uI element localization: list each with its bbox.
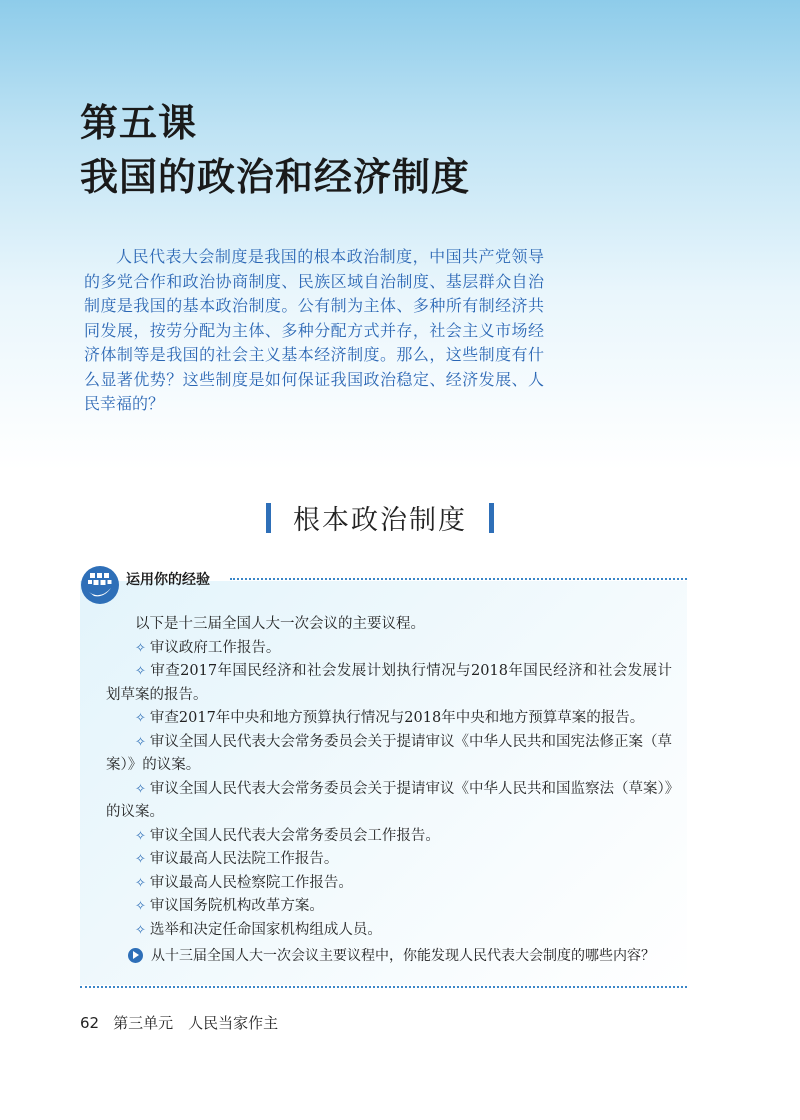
section-title: 根本政治制度	[293, 505, 467, 536]
agenda-item: ✧ 审议国务院机构改革方案。	[135, 898, 324, 914]
activity-box	[80, 565, 687, 985]
unit-title: 第三单元 人民当家作主	[113, 1014, 279, 1032]
bullet-icon: ✧	[135, 664, 146, 679]
play-circle-icon	[128, 948, 143, 963]
page-number: 62	[80, 1014, 100, 1032]
discussion-question	[128, 945, 655, 965]
bullet-icon: ✧	[135, 875, 146, 891]
bullet-icon: ✧	[135, 828, 146, 844]
bullet-icon: ✧	[135, 640, 146, 656]
activity-label: 运用你的经验	[126, 572, 210, 588]
question-text: 从十三届全国人大一次会议主要议程中，你能发现人民代表大会制度的哪些内容？	[151, 948, 655, 964]
activity-divider	[230, 578, 687, 580]
agenda-list	[106, 613, 672, 942]
lesson-number: 第五课	[80, 101, 198, 145]
lesson-title: 我国的政治和经济制度	[80, 155, 471, 199]
heading-bar-left	[266, 503, 271, 533]
page-footer	[80, 1012, 278, 1033]
agenda-item: ✧ 审议全国人民代表大会常务委员会关于提请审议《中华人民共和国监察法（草案）》的议案。	[106, 780, 672, 820]
intro-paragraph: 人民代表大会制度是我国的根本政治制度，中国共产党领导的多党合作和政治协商制度、民族区域自治制度、基层群众自治制度是我国的基本政治制度。公有制为主体、多种所有制经济共同发展，按劳分配为主体、多种分配方式并存，社会主义市场经济体制等是我国的社会主义基本经济制度。那么，这些制度有什么显著优势？这些制度是如何保证我国政治稳定、经济发展、人民幸福的？	[84, 247, 544, 413]
agenda-item: ✧ 选举和决定任命国家机构组成人员。	[135, 921, 382, 938]
bottom-divider	[80, 986, 687, 988]
bullet-icon: ✧	[135, 781, 146, 797]
agenda-item: ✧ 审议最高人民检察院工作报告。	[135, 874, 353, 891]
bullet-icon: ✧	[135, 852, 146, 867]
bullet-icon: ✧	[135, 734, 146, 750]
bullet-icon: ✧	[135, 899, 146, 914]
bullet-icon: ✧	[135, 711, 146, 726]
agenda-item: ✧ 审议最高人民法院工作报告。	[135, 851, 339, 867]
experience-logo-icon	[80, 565, 120, 605]
agenda-item: ✧ 审查2017年国民经济和社会发展计划执行情况与2018年国民经济和社会发展计划草案的报告。	[106, 663, 672, 703]
agenda-item: ✧ 审议全国人民代表大会常务委员会关于提请审议《中华人民共和国宪法修正案（草案）》的议案。	[106, 733, 672, 773]
section-heading	[0, 498, 760, 537]
agenda-item: ✧ 审议全国人民代表大会常务委员会工作报告。	[135, 827, 440, 844]
agenda-item: ✧ 审议政府工作报告。	[135, 639, 281, 656]
heading-bar-right	[489, 503, 494, 533]
bullet-icon: ✧	[135, 922, 146, 938]
agenda-lead: 以下是十三届全国人大一次会议的主要议程。	[135, 616, 425, 632]
agenda-item: ✧ 审查2017年中央和地方预算执行情况与2018年中央和地方预算草案的报告。	[135, 710, 645, 726]
